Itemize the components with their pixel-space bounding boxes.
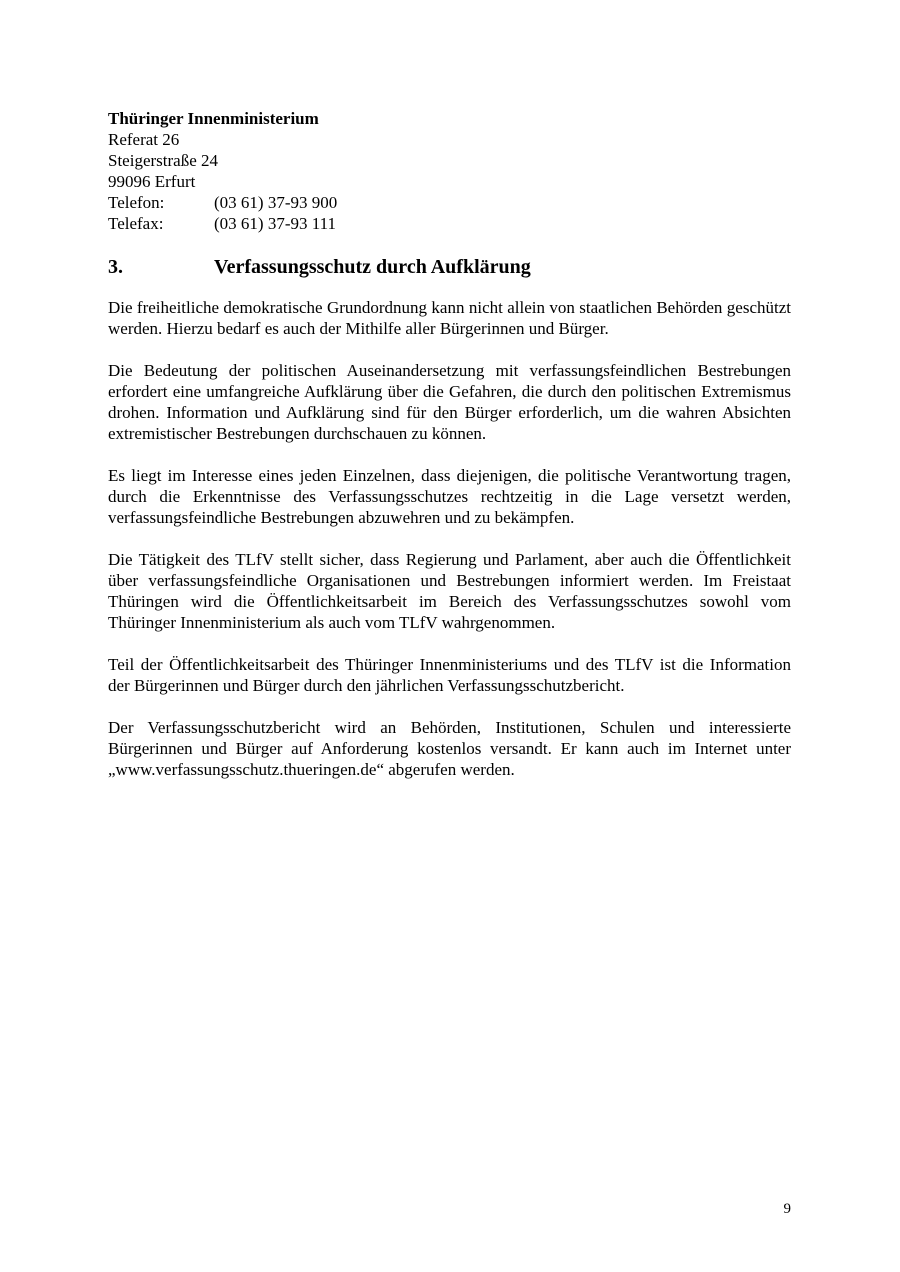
document-page xyxy=(108,108,791,801)
department-line: Referat 26 xyxy=(108,130,180,149)
paragraph-1: Die freiheitliche demokratische Grundordnung kann nicht allein von staatlichen Behörden geschützt werden. Hierzu bedarf es auch der Mithilfe aller Bürgerinnen und Bürger. xyxy=(108,298,791,338)
fax-value: (03 61) 37-93 111 xyxy=(214,214,336,233)
section-heading xyxy=(108,255,791,279)
paragraph-2: Die Bedeutung der politischen Auseinandersetzung mit verfassungsfeindlichen Bestrebungen erfordert eine umfangreiche Aufklärung über die Gefahren, die durch den politischen Extremismus drohen. Information und Aufklärung sind für den Bürger erforderlich, um die wahren Absichten extremistischer Bestrebungen durchschauen zu können. xyxy=(108,361,791,443)
paragraph-3: Es liegt im Interesse eines jeden Einzelnen, dass diejenigen, die politische Verantwortung tragen, durch die Erkenntnisse des Verfassungsschutzes rechtzeitig in die Lage versetzt werden, verfassungsfeindliche Bestrebungen abzuwehren und zu bekämpfen. xyxy=(108,466,791,527)
page-number: 9 xyxy=(783,1201,791,1217)
paragraph-6: Der Verfassungsschutzbericht wird an Behörden, Institutionen, Schulen und interessierte Bürgerinnen und Bürger auf Anforderung kostenlos versandt. Er kann auch im Internet unter „www.verfassungsschutz.thueringen.de“ abgerufen werden. xyxy=(108,718,791,779)
fax-row xyxy=(108,213,791,234)
section-body xyxy=(108,297,791,780)
phone-row xyxy=(108,192,791,213)
section-title: Verfassungsschutz durch Aufklärung xyxy=(214,256,531,278)
section-number: 3. xyxy=(108,256,123,278)
address-block xyxy=(108,108,791,234)
city-line: 99096 Erfurt xyxy=(108,172,196,191)
phone-value: (03 61) 37-93 900 xyxy=(214,193,338,212)
phone-label: Telefon: xyxy=(108,193,165,212)
paragraph-4: Die Tätigkeit des TLfV stellt sicher, dass Regierung und Parlament, aber auch die Öffentlichkeit über verfassungsfeindliche Organisationen und Bestrebungen informiert werden. Im Freistaat Thüringen wird die Öffentlichkeitsarbeit im Bereich des Verfassungsschutzes sowohl vom Thüringer Innenministerium als auch vom TLfV wahrgenommen. xyxy=(108,550,791,632)
organization-name: Thüringer Innenministerium xyxy=(108,109,319,128)
street-line: Steigerstraße 24 xyxy=(108,151,218,170)
fax-label: Telefax: xyxy=(108,214,164,233)
paragraph-5: Teil der Öffentlichkeitsarbeit des Thüringer Innenministeriums und des TLfV ist die Information der Bürgerinnen und Bürger durch den jährlichen Verfassungsschutzbericht. xyxy=(108,655,791,695)
